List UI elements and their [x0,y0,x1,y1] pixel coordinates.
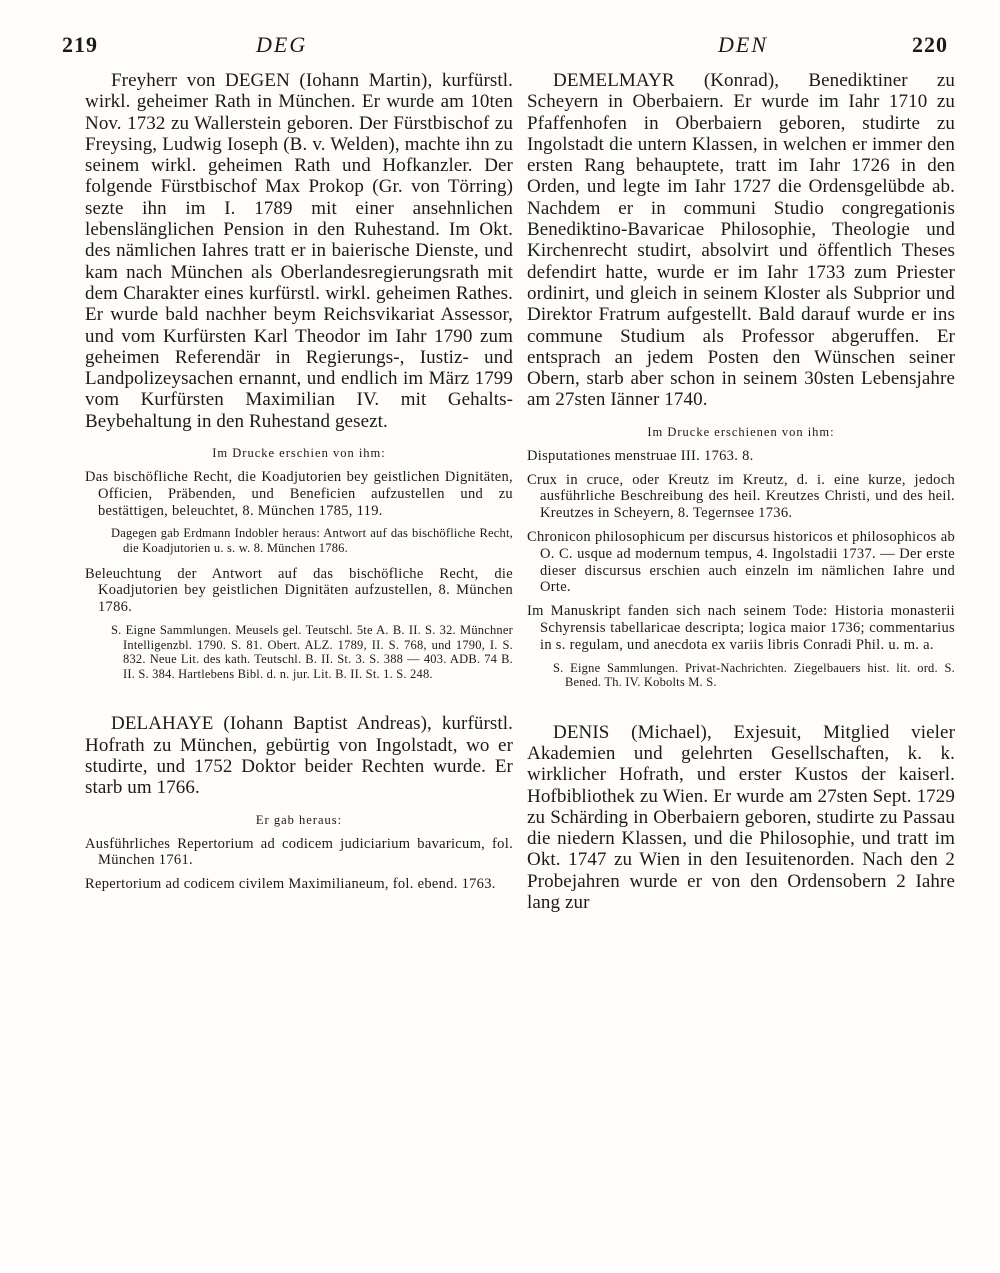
right-running-title: DEN [718,32,768,57]
left-page-number: 219 [62,32,98,57]
entry-demelmayr: DEMELMAYR (Konrad), Benediktiner zu Scheyern in Oberbaiern. Er wurde im Iahr 1710 zu Pfaffenhofen in Oberbaiern geboren, studirte zu Ingolstadt die untern Klassen, in welchen er immer den ersten Rang behauptete, tratt im Iahr 1726 in den Orden, und legte im Iahr 1727 die Ordensgelübde ab. Nachdem er in communi Studio congregationis Benediktino-Bavaricae Philosophie, Theologie und Kirchenrecht studirt, absolvirt und öffentlich Theses defendirt hatte, wurde er im Iahr 1733 zum Priester ordinirt, und gleich in seinem Kloster als Subprior und Direktor Fratrum aufgestellt. Bald darauf wurde er ins commune Studium als Professor abgeruffen. Er entsprach an jedem Posten den Wünschen seiner Obern, starb aber schon in seinem 30sten Lebensjahre am 27sten Iänner 1740. [527,70,955,411]
work-item: Ausführliches Repertorium ad codicem judiciarium bavaricum, fol. München 1761. [85,835,513,869]
work-item: Chronicon philosophicum per discursus historicos et philosophicos ab O. C. usque ad modernum tempus, 4. Ingolstadii 1737. — Der erste dieser discursus erschien auch einzeln im nämlichen Iahre und Orte. [527,528,955,596]
work-item: Repertorium ad codicem civilem Maximilianeum, fol. ebend. 1763. [85,876,496,893]
work-item: Crux in cruce, oder Kreutz im Kreutz, d. i. eine kurze, jedoch ausführliche Beschreibung des heil. Kreutzes Christi, und des heil. Kreutzes in Scheyern, 8. Tegernsee 1736. [527,471,955,522]
left-column [85,70,513,1265]
left-running-title: DEG [256,32,308,57]
running-header [0,32,1000,72]
work-item: Beleuchtung der Antwort auf das bischöfliche Recht, die Koadjutorien bey geistlichen Dignitäten aufzustellen, 8. München 1786. [85,565,513,616]
works-heading-degen: Im Drucke erschien von ihm: [212,446,386,461]
source-note: S. Eigne Sammlungen. Privat-Nachrichten. Ziegelbauers hist. lit. ord. S. Bened. Th. IV. Kobolts M. S. [553,660,955,690]
works-heading-demelmayr: Im Drucke erschienen von ihm: [647,424,835,439]
works-heading-delahaye: Er gab heraus: [255,812,343,827]
entry-denis: DENIS (Michael), Exjesuit, Mitglied vieler Akademien und gelehrten Gesellschaften, k. k. wirklicher Hofrath, und erster Kustos der kaiserl. Hofbibliothek zu Wien. Er wurde am 27sten Sept. 1729 zu Schärding in Oberbaiern geboren, studirte zu Passau die niedern Klassen, und die Philosophie, und tratt im Okt. 1747 zu Wien in den Iesuitenorden. Nach den 2 Probejahren wurde er von den Ordensobern 2 Iahre lang zur [527,721,955,914]
work-note: Dagegen gab Erdmann Indobler heraus: Antwort auf das bischöfliche Recht, die Koadjutorien u. s. w. 8. München 1786. [111,526,513,556]
source-note: S. Eigne Sammlungen. Meusels gel. Teutschl. 5te A. B. II. S. 32. Münchner Intelligenzbl. 1790. S. 81. Obert. ALZ. 1789, II. S. 768, und 1790, I. S. 832. Neue Lit. des kath. Teutschl. B. II. St. 3. S. 388 — 403. ADB. 74 B. II. S. 384. Hartlebens Bibl. d. n. jur. Lit. B. II. St. 1. S. 248. [111,623,513,681]
work-item: Disputationes menstruae III. 1763. 8. [527,447,754,464]
entry-degen: Freyherr von DEGEN (Iohann Martin), kurfürstl. wirkl. geheimer Rath in München. Er wurde am 10ten Nov. 1732 zu Wallerstein geboren. Der Fürstbischof zu Freysing, Ludwig Ioseph (B. v. Welden), machte ihn zu seinem wirkl. geheimen Rath und Hofkanzler. Der folgende Fürstbischof Max Prokop (Gr. von Törring) sezte ihn im I. 1789 mit einer ansehnlichen lebenslänglichen Pension in den Ruhestand. Im Okt. des nämlichen Iahres tratt er in baierische Dienste, und kam nach München als Oberlandesregierungsrath mit dem Charakter eines kurfürstl. wirkl. geheimen Rathes. Er wurde bald nachher beym Reichsvikariat Assessor, und vom Kurfürsten Karl Theodor im Iahr 1790 zum geheimen Referendär in Regierungs-, Iustiz- und Landpolizeysachen ernannt, und endlich im März 1799 vom Kurfürsten Maximilian IV. mit Gehalts-Beybehaltung in den Ruhestand gesezt. [85,70,513,432]
right-column [527,70,955,1265]
entry-delahaye: DELAHAYE (Iohann Baptist Andreas), kurfürstl. Hofrath zu München, gebürtig von Ingolstadt, wo er studirte, und 1752 Doktor beider Rechten wurde. Er starb um 1766. [85,713,513,799]
work-item: Im Manuskript fanden sich nach seinem Tode: Historia monasterii Schyrensis tabellaricae descripta; logica maior 1736; commentarius in s. regulam, und anecdota ex variis libris Conradi Phil. u. m. a. [527,603,955,653]
work-item: Das bischöfliche Recht, die Koadjutorien bey geistlichen Dignitäten, Officien, Präbenden, und Beneficien aufzustellen und zu bestättigen, beleuchtet, 8. München 1785, 119. [85,469,513,519]
right-page-number: 220 [912,32,948,57]
